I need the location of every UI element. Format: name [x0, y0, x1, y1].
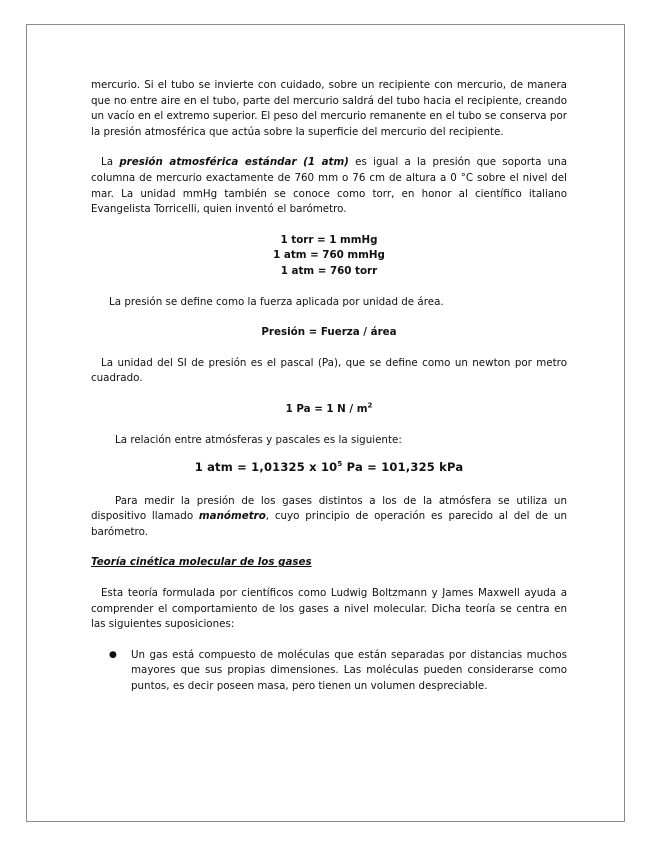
- p2-lead: La: [101, 156, 120, 169]
- paragraph-pascal: La unidad del SI de presión es el pascal (Pa), que se define como un newton por metro cuadrado.: [91, 356, 567, 385]
- equation-pascal: [91, 402, 567, 418]
- equation-pressure: Presión = Fuerza / área: [261, 326, 397, 339]
- list-item: [109, 648, 567, 695]
- pascal-eq-text: 1 Pa = 1 N / m: [285, 402, 368, 415]
- atm-eq-exponent: 5: [337, 460, 343, 469]
- p2-rest: es igual a la presión que soporta una columna de mercurio exactamente de 760 mm o 76 cm de altura a 0 °C sobre el nivel del mar. La unidad mmHg también se conoce como torr, en honor al científico italiano Evangelista Torricelli, quien inventó el barómetro.: [91, 156, 567, 216]
- equation-atm-mmhg: 1 atm = 760 mmHg: [273, 249, 385, 262]
- term-manometer: manómetro: [198, 510, 266, 523]
- list-item-text: Un gas está compuesto de moléculas que están separadas por distancias muchos mayores que sus propias dimensiones. Las moléculas pueden considerarse como puntos, es decir poseen masa, pero tienen un volumen despreciable.: [131, 648, 567, 693]
- pascal-eq-exponent: 2: [367, 401, 373, 410]
- paragraph-standard-pressure: [91, 155, 567, 217]
- atm-eq-part-b: Pa = 101,325 kPa: [342, 460, 464, 475]
- term-standard-pressure: presión atmosférica estándar (1 atm): [119, 156, 349, 169]
- p6-lead: Para medir la presión de los gases distintos a los de la atmósfera se utiliza un dispositivo llamado: [91, 494, 567, 523]
- paragraph-pressure-definition: La presión se define como la fuerza aplicada por unidad de área.: [109, 295, 444, 308]
- equation-torr-mmhg: 1 torr = 1 mmHg: [280, 233, 378, 246]
- paragraph-mercury-tube: mercurio. Si el tubo se invierte con cuidado, sobre un recipiente con mercurio, de manera que no entre aire en el tubo, parte del mercurio saldrá del tubo hacia el recipiente, creando un vacío en el extremo superior. El peso del mercurio remanente en el tubo se conserva por la presión atmosférica que actúa sobre la superficie del mercurio del recipiente.: [91, 79, 567, 138]
- section-heading: Teoría cinética molecular de los gases: [91, 556, 312, 569]
- equation-atm-kpa: [91, 460, 567, 476]
- assumptions-list: [91, 648, 567, 695]
- atm-eq-part-a: 1 atm = 1,01325 x 10: [194, 460, 338, 475]
- bullet-icon: ●: [109, 649, 117, 660]
- paragraph-atm-pascal-relation: La relación entre atmósferas y pascales es la siguiente:: [115, 433, 402, 446]
- paragraph-manometer: [91, 494, 567, 541]
- equation-atm-torr: 1 atm = 760 torr: [280, 264, 378, 277]
- document-page: [26, 24, 625, 822]
- page-content: [91, 78, 567, 695]
- paragraph-kinetic-theory: Esta teoría formulada por científicos como Ludwig Boltzmann y James Maxwell ayuda a comprender el comportamiento de los gases a nivel molecular. Dicha teoría se centra en las siguientes suposiciones:: [91, 587, 567, 631]
- p6-rest: , cuyo principio de operación es parecido al del de un barómetro.: [91, 510, 567, 538]
